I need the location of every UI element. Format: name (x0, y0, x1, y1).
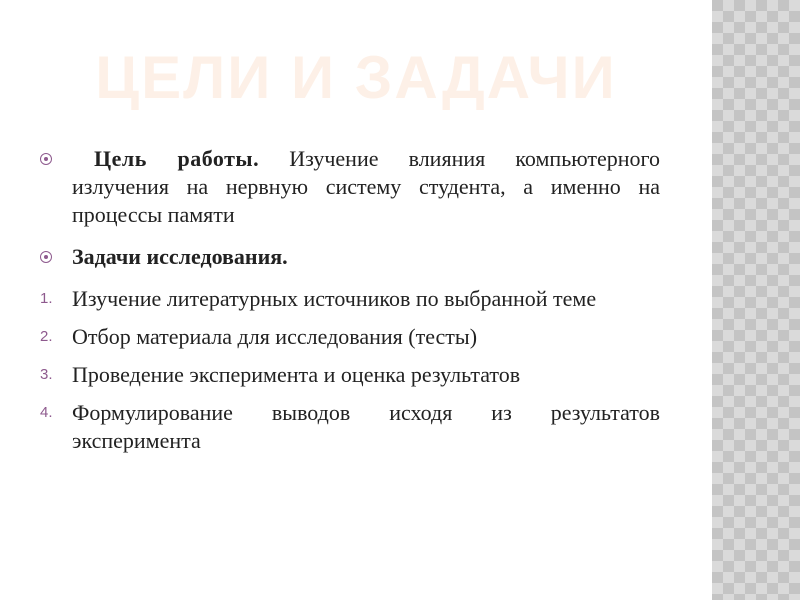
list-item-text: Проведение эксперимента и оценка результатов (72, 362, 521, 387)
list-number: 1. (40, 290, 53, 307)
list-item-text: Изучение литературных источников по выбранной теме (72, 286, 597, 311)
goal-text: Изучение влияния компьютерного излучения на нервную систему студента, а именно на процессы памяти (72, 146, 661, 227)
list-item-text: Формулирование выводов исходя из результатов эксперимента (72, 400, 660, 453)
circle-bullet-icon (40, 251, 52, 263)
tasks-item (40, 243, 660, 271)
slide-content (40, 145, 660, 465)
tasks-bullet (40, 243, 64, 271)
list-number: 4. (40, 404, 53, 421)
list-number: 2. (40, 328, 53, 345)
list-item (40, 285, 660, 313)
decorative-side-strip (712, 0, 800, 600)
list-item (40, 323, 660, 351)
goal-bullet (40, 145, 64, 173)
goal-item (40, 145, 660, 229)
list-item (40, 399, 660, 455)
list-item-text: Отбор материала для исследования (тесты) (72, 324, 478, 349)
slide-title: ЦЕЛИ И ЗАДАЧИ (95, 44, 617, 111)
circle-bullet-icon (40, 153, 52, 165)
goal-label: Цель работы. (94, 146, 260, 171)
tasks-label: Задачи исследования. (72, 244, 288, 269)
list-item (40, 361, 660, 389)
list-number: 3. (40, 366, 53, 383)
